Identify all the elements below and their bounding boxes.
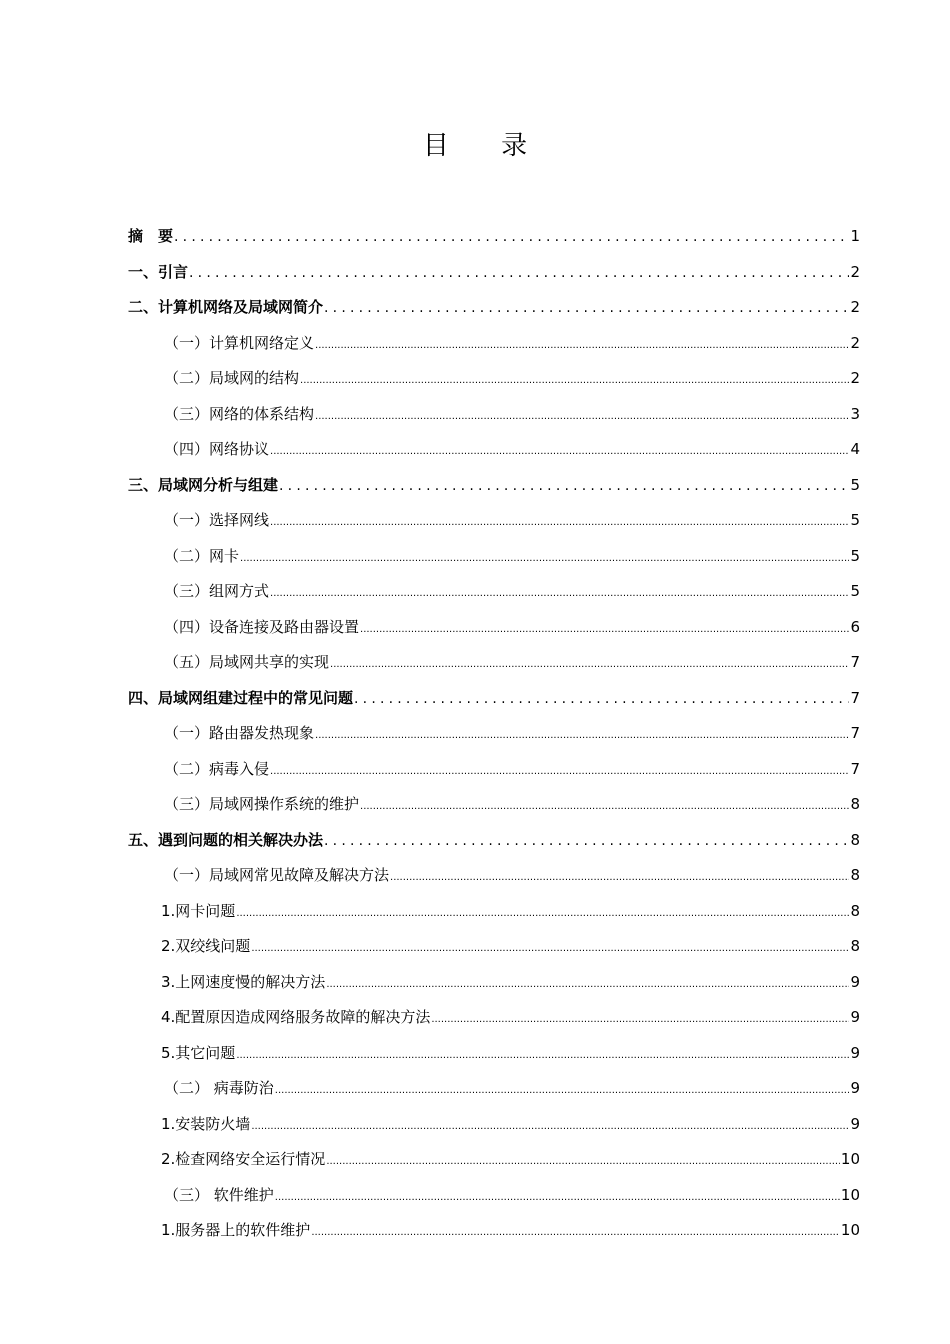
toc-page-number: 1 — [850, 227, 860, 245]
toc-entry[interactable] — [128, 255, 860, 291]
toc-entry[interactable] — [128, 716, 860, 752]
toc-entry-label: 1.安装防火墙 — [161, 1114, 251, 1133]
toc-entry[interactable] — [128, 823, 860, 859]
toc-dot-leader — [326, 967, 849, 1003]
toc-dot-leader — [270, 754, 849, 790]
toc-entry-label: 二、计算机网络及局域网简介 — [128, 298, 324, 316]
toc-page-number: 7 — [850, 653, 860, 671]
toc-entry[interactable] — [128, 503, 860, 539]
toc-entry[interactable] — [128, 290, 860, 326]
toc-dot-leader — [270, 576, 849, 612]
toc-entry-label: 摘 要 — [128, 227, 174, 245]
toc-dot-leader — [324, 824, 849, 860]
toc-entry-label: （四）设备连接及路由器设置 — [164, 617, 360, 636]
toc-entry-label: 三、局域网分析与组建 — [128, 475, 279, 494]
toc-dot-leader — [315, 718, 849, 754]
toc-page-number: 9 — [850, 972, 860, 991]
toc-entry[interactable] — [128, 1213, 860, 1249]
toc-entry-label: （一）路由器发热现象 — [164, 724, 315, 742]
toc-entry[interactable] — [128, 752, 860, 788]
toc-dot-leader — [251, 1109, 849, 1145]
toc-entry[interactable] — [128, 326, 860, 362]
toc-entry-label: （四）网络协议 — [164, 440, 270, 458]
toc-dot-leader — [275, 1073, 850, 1109]
toc-entry[interactable] — [128, 1107, 860, 1143]
toc-dot-leader — [236, 1038, 849, 1074]
toc-entry[interactable] — [128, 219, 860, 255]
toc-page-number: 8 — [850, 937, 860, 955]
toc-entry-label: 四、局域网组建过程中的常见问题 — [128, 688, 354, 707]
toc-page-number: 5 — [850, 582, 860, 600]
toc-entry[interactable] — [128, 574, 860, 610]
toc-page-number: 2 — [850, 262, 860, 281]
toc-entry-label: 4.配置原因造成网络服务故障的解决方法 — [161, 1008, 431, 1026]
toc-entry[interactable] — [128, 1036, 860, 1072]
toc-dot-leader — [279, 469, 849, 505]
toc-entry-label: （三）网络的体系结构 — [164, 404, 315, 423]
toc-entry[interactable] — [128, 645, 860, 681]
toc-dot-leader — [189, 256, 849, 292]
toc-entry-label: 五、遇到问题的相关解决办法 — [128, 830, 324, 849]
toc-page-number: 7 — [850, 759, 860, 778]
toc-dot-leader — [431, 1002, 849, 1038]
toc-page-number: 8 — [850, 830, 860, 849]
toc-page-number: 2 — [850, 298, 860, 316]
toc-dot-leader — [174, 220, 849, 256]
page-title: 目 录 — [422, 131, 550, 161]
toc-entry[interactable] — [128, 1142, 860, 1178]
toc-page-number: 5 — [850, 475, 860, 494]
toc-entry-label: （二）局域网的结构 — [164, 369, 300, 387]
toc-entry-label: （二） 病毒防治 — [164, 1079, 274, 1097]
toc-entry[interactable] — [128, 929, 860, 965]
toc-entry-label: 1.服务器上的软件维护 — [161, 1221, 311, 1239]
table-of-contents — [128, 219, 860, 1249]
toc-entry-label: （五）局域网共享的实现 — [164, 653, 330, 671]
toc-dot-leader — [240, 541, 849, 577]
toc-dot-leader — [275, 1180, 840, 1216]
toc-page-number: 10 — [840, 1221, 860, 1239]
toc-page-number: 9 — [850, 1079, 860, 1097]
toc-entry-label: 1.网卡问题 — [161, 901, 236, 920]
toc-page-number: 10 — [840, 1185, 860, 1204]
toc-entry-label: 5.其它问题 — [161, 1043, 236, 1062]
toc-page-number: 4 — [850, 440, 860, 458]
toc-entry-label: 2.双绞线问题 — [161, 937, 251, 955]
toc-dot-leader — [236, 896, 849, 932]
toc-entry[interactable] — [128, 1000, 860, 1036]
toc-dot-leader — [326, 1144, 840, 1180]
toc-entry[interactable] — [128, 681, 860, 717]
toc-entry-label: （二）网卡 — [164, 546, 240, 565]
toc-dot-leader — [330, 647, 849, 683]
toc-entry-label: 一、引言 — [128, 262, 189, 281]
toc-page-number: 9 — [850, 1114, 860, 1133]
toc-dot-leader — [270, 505, 849, 541]
toc-page-number: 2 — [850, 333, 860, 352]
toc-entry-label: （一）选择网线 — [164, 511, 270, 529]
toc-page-number: 8 — [850, 795, 860, 813]
toc-entry-label: （二）病毒入侵 — [164, 759, 270, 778]
toc-entry[interactable] — [128, 965, 860, 1001]
toc-entry[interactable] — [128, 468, 860, 504]
toc-page-number: 8 — [850, 866, 860, 884]
toc-page-number: 9 — [850, 1043, 860, 1062]
toc-dot-leader — [251, 931, 849, 967]
toc-dot-leader — [360, 612, 849, 648]
toc-dot-leader — [360, 789, 849, 825]
toc-entry[interactable] — [128, 539, 860, 575]
toc-entry-label: （三）局域网操作系统的维护 — [164, 795, 360, 813]
toc-entry-label: （一）计算机网络定义 — [164, 333, 315, 352]
toc-entry[interactable] — [128, 361, 860, 397]
toc-entry[interactable] — [128, 1071, 860, 1107]
toc-entry-label: （一）局域网常见故障及解决方法 — [164, 866, 390, 884]
toc-entry[interactable] — [128, 787, 860, 823]
toc-page-number: 8 — [850, 901, 860, 920]
toc-entry-label: 3.上网速度慢的解决方法 — [161, 972, 326, 991]
toc-page-number: 6 — [850, 617, 860, 636]
toc-entry[interactable] — [128, 397, 860, 433]
toc-page-number: 10 — [840, 1150, 860, 1168]
toc-page-number: 2 — [850, 369, 860, 387]
toc-entry-label: （三） 软件维护 — [164, 1185, 274, 1204]
toc-entry[interactable] — [128, 432, 860, 468]
toc-dot-leader — [270, 434, 849, 470]
toc-page-number: 5 — [850, 511, 860, 529]
toc-entry[interactable] — [128, 894, 860, 930]
toc-dot-leader — [315, 399, 849, 435]
toc-dot-leader — [315, 328, 849, 364]
toc-entry-label: （三）组网方式 — [164, 582, 270, 600]
toc-dot-leader — [354, 682, 849, 718]
toc-entry-label: 2.检查网络安全运行情况 — [161, 1150, 326, 1168]
toc-page-number: 5 — [850, 546, 860, 565]
toc-dot-leader — [311, 1215, 840, 1251]
toc-dot-leader — [324, 291, 849, 327]
toc-page-number: 9 — [850, 1008, 860, 1026]
toc-dot-leader — [390, 860, 849, 896]
toc-dot-leader — [300, 363, 849, 399]
toc-entry[interactable] — [128, 858, 860, 894]
toc-page-number: 7 — [850, 724, 860, 742]
toc-entry[interactable] — [128, 610, 860, 646]
toc-entry[interactable] — [128, 1178, 860, 1214]
toc-page-number: 3 — [850, 404, 860, 423]
toc-page-number: 7 — [850, 688, 860, 707]
